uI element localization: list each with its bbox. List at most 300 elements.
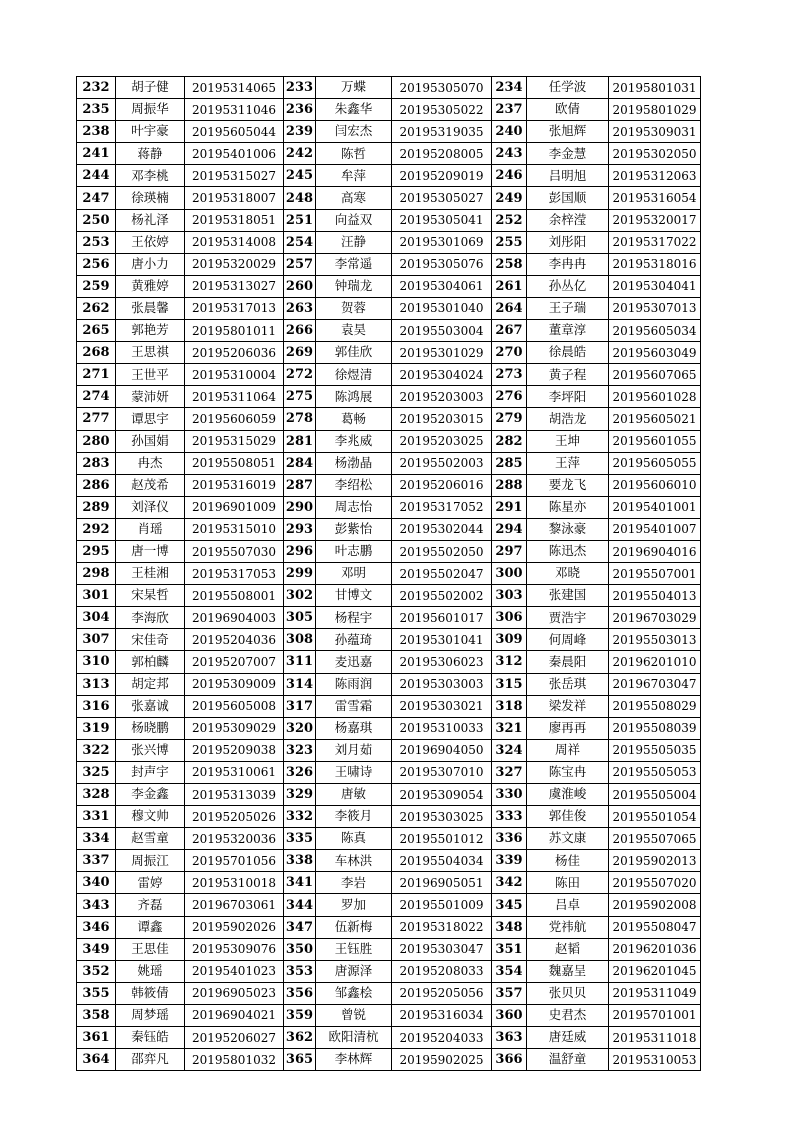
entry-number: 236 — [284, 99, 316, 121]
entry-number: 306 — [492, 607, 527, 629]
entry-number: 350 — [284, 938, 316, 960]
entry-number: 292 — [77, 518, 116, 540]
table-row — [77, 739, 701, 761]
student-id: 20195310061 — [185, 761, 284, 783]
entry-number: 340 — [77, 872, 116, 894]
student-id: 20195605044 — [185, 121, 284, 143]
student-name: 雷婷 — [116, 872, 185, 894]
entry-number: 256 — [77, 253, 116, 275]
table-row — [77, 408, 701, 430]
student-name: 党祎航 — [527, 916, 609, 938]
table-row — [77, 1004, 701, 1026]
student-id: 20195801029 — [609, 99, 701, 121]
student-id: 20195316034 — [392, 1004, 492, 1026]
student-name: 王钰胜 — [316, 938, 392, 960]
entry-number: 289 — [77, 496, 116, 518]
student-id: 20195311046 — [185, 99, 284, 121]
table-row — [77, 297, 701, 319]
student-id: 20195311049 — [609, 982, 701, 1004]
student-name: 魏嘉呈 — [527, 960, 609, 982]
entry-number: 261 — [492, 275, 527, 297]
student-id: 20195311064 — [185, 386, 284, 408]
student-name: 赵雪童 — [116, 828, 185, 850]
student-id: 20195203025 — [392, 430, 492, 452]
entry-number: 237 — [492, 99, 527, 121]
entry-number: 356 — [284, 982, 316, 1004]
student-name: 李岩 — [316, 872, 392, 894]
student-id: 20195902026 — [185, 916, 284, 938]
entry-number: 264 — [492, 297, 527, 319]
student-name: 唐一博 — [116, 540, 185, 562]
entry-number: 248 — [284, 187, 316, 209]
entry-number: 359 — [284, 1004, 316, 1026]
entry-number: 257 — [284, 253, 316, 275]
student-name: 黄雅婷 — [116, 275, 185, 297]
student-name: 虞淮峻 — [527, 784, 609, 806]
entry-number: 294 — [492, 518, 527, 540]
student-name: 邓李桃 — [116, 165, 185, 187]
student-id: 20195304024 — [392, 364, 492, 386]
student-id: 20195205056 — [392, 982, 492, 1004]
student-id: 20195505035 — [609, 739, 701, 761]
student-id: 20195505053 — [609, 761, 701, 783]
entry-number: 322 — [77, 739, 116, 761]
entry-number: 358 — [77, 1004, 116, 1026]
entry-number: 258 — [492, 253, 527, 275]
student-id: 20195303047 — [392, 938, 492, 960]
student-id: 20196703047 — [609, 673, 701, 695]
entry-number: 330 — [492, 784, 527, 806]
table-row — [77, 275, 701, 297]
student-name: 麦迅嘉 — [316, 651, 392, 673]
student-id: 20196901009 — [185, 496, 284, 518]
entry-number: 348 — [492, 916, 527, 938]
entry-number: 253 — [77, 231, 116, 253]
table-row — [77, 563, 701, 585]
student-name: 李筱月 — [316, 806, 392, 828]
table-row — [77, 894, 701, 916]
student-id: 20195310033 — [392, 717, 492, 739]
student-id: 20195309029 — [185, 717, 284, 739]
student-id: 20195314008 — [185, 231, 284, 253]
student-roster-table — [76, 76, 701, 1071]
student-id: 20195209019 — [392, 165, 492, 187]
student-id: 20195204033 — [392, 1027, 492, 1049]
student-name: 宋杲哲 — [116, 585, 185, 607]
entry-number: 241 — [77, 143, 116, 165]
entry-number: 313 — [77, 673, 116, 695]
student-id: 20195305022 — [392, 99, 492, 121]
table-row — [77, 540, 701, 562]
student-name: 李坪阳 — [527, 386, 609, 408]
student-id: 20195310018 — [185, 872, 284, 894]
student-id: 20195502003 — [392, 452, 492, 474]
entry-number: 331 — [77, 806, 116, 828]
student-id: 20195302050 — [609, 143, 701, 165]
student-id: 20195501009 — [392, 894, 492, 916]
student-name: 杨程宇 — [316, 607, 392, 629]
entry-number: 341 — [284, 872, 316, 894]
entry-number: 290 — [284, 496, 316, 518]
student-name: 唐小力 — [116, 253, 185, 275]
student-name: 余梓滢 — [527, 209, 609, 231]
entry-number: 247 — [77, 187, 116, 209]
student-name: 彭国顺 — [527, 187, 609, 209]
student-id: 20195316019 — [185, 474, 284, 496]
student-id: 20195401007 — [609, 518, 701, 540]
student-id: 20195508047 — [609, 916, 701, 938]
table-row — [77, 1027, 701, 1049]
student-id: 20196904021 — [185, 1004, 284, 1026]
student-id: 20195601028 — [609, 386, 701, 408]
student-name: 杨佳 — [527, 850, 609, 872]
student-name: 谭鑫 — [116, 916, 185, 938]
student-name: 彭紫怡 — [316, 518, 392, 540]
student-id: 20195304041 — [609, 275, 701, 297]
entry-number: 295 — [77, 540, 116, 562]
entry-number: 249 — [492, 187, 527, 209]
student-name: 刘彤阳 — [527, 231, 609, 253]
entry-number: 305 — [284, 607, 316, 629]
entry-number: 267 — [492, 320, 527, 342]
entry-number: 315 — [492, 673, 527, 695]
student-id: 20195501054 — [609, 806, 701, 828]
student-id: 20195505004 — [609, 784, 701, 806]
student-name: 朱鑫华 — [316, 99, 392, 121]
student-id: 20195701001 — [609, 1004, 701, 1026]
student-name: 刘月茹 — [316, 739, 392, 761]
student-name: 李冉冉 — [527, 253, 609, 275]
student-name: 黎泳豪 — [527, 518, 609, 540]
student-name: 张旭辉 — [527, 121, 609, 143]
entry-number: 344 — [284, 894, 316, 916]
student-name: 钟瑞龙 — [316, 275, 392, 297]
student-id: 20195303025 — [392, 806, 492, 828]
student-id: 20195319035 — [392, 121, 492, 143]
student-id: 20195507001 — [609, 563, 701, 585]
table-row — [77, 143, 701, 165]
student-id: 20195605034 — [609, 320, 701, 342]
entry-number: 366 — [492, 1049, 527, 1071]
student-name: 孙丛亿 — [527, 275, 609, 297]
student-name: 陈雨润 — [316, 673, 392, 695]
student-id: 20195902013 — [609, 850, 701, 872]
entry-number: 275 — [284, 386, 316, 408]
student-id: 20195317013 — [185, 297, 284, 319]
table-row — [77, 518, 701, 540]
entry-number: 284 — [284, 452, 316, 474]
table-row — [77, 253, 701, 275]
entry-number: 300 — [492, 563, 527, 585]
entry-number: 252 — [492, 209, 527, 231]
student-id: 20195305041 — [392, 209, 492, 231]
student-id: 20195504013 — [609, 585, 701, 607]
student-id: 20195320029 — [185, 253, 284, 275]
student-id: 20195317022 — [609, 231, 701, 253]
table-row — [77, 364, 701, 386]
student-id: 20195315027 — [185, 165, 284, 187]
entry-number: 293 — [284, 518, 316, 540]
entry-number: 339 — [492, 850, 527, 872]
student-name: 姚瑶 — [116, 960, 185, 982]
entry-number: 320 — [284, 717, 316, 739]
entry-number: 233 — [284, 77, 316, 99]
table-row — [77, 850, 701, 872]
student-id: 20195401023 — [185, 960, 284, 982]
student-name: 王子瑞 — [527, 297, 609, 319]
student-name: 叶宇豪 — [116, 121, 185, 143]
student-id: 20195508051 — [185, 452, 284, 474]
student-name: 高寒 — [316, 187, 392, 209]
student-id: 20195208033 — [392, 960, 492, 982]
student-name: 秦晨阳 — [527, 651, 609, 673]
student-name: 苏文康 — [527, 828, 609, 850]
student-name: 唐廷威 — [527, 1027, 609, 1049]
student-name: 郭佳俊 — [527, 806, 609, 828]
entry-number: 325 — [77, 761, 116, 783]
entry-number: 274 — [77, 386, 116, 408]
roster-body — [77, 77, 701, 1071]
student-id: 20196904016 — [609, 540, 701, 562]
entry-number: 334 — [77, 828, 116, 850]
entry-number: 273 — [492, 364, 527, 386]
entry-number: 353 — [284, 960, 316, 982]
student-name: 李绍松 — [316, 474, 392, 496]
student-name: 张晨馨 — [116, 297, 185, 319]
student-id: 20195317053 — [185, 563, 284, 585]
student-name: 向益双 — [316, 209, 392, 231]
student-id: 20196201036 — [609, 938, 701, 960]
student-name: 陈田 — [527, 872, 609, 894]
student-name: 邵弈凡 — [116, 1049, 185, 1071]
table-row — [77, 784, 701, 806]
student-id: 20195316054 — [609, 187, 701, 209]
table-row — [77, 320, 701, 342]
entry-number: 363 — [492, 1027, 527, 1049]
table-row — [77, 695, 701, 717]
entry-number: 324 — [492, 739, 527, 761]
student-name: 张岳琪 — [527, 673, 609, 695]
student-id: 20196904050 — [392, 739, 492, 761]
entry-number: 301 — [77, 585, 116, 607]
student-id: 20195318016 — [609, 253, 701, 275]
student-id: 20195203003 — [392, 386, 492, 408]
entry-number: 243 — [492, 143, 527, 165]
student-name: 周祥 — [527, 739, 609, 761]
entry-number: 279 — [492, 408, 527, 430]
student-id: 20195309031 — [609, 121, 701, 143]
entry-number: 297 — [492, 540, 527, 562]
student-name: 邓晓 — [527, 563, 609, 585]
table-row — [77, 474, 701, 496]
student-id: 20195307010 — [392, 761, 492, 783]
entry-number: 354 — [492, 960, 527, 982]
entry-number: 302 — [284, 585, 316, 607]
entry-number: 311 — [284, 651, 316, 673]
student-name: 杨嘉琪 — [316, 717, 392, 739]
student-id: 20195504034 — [392, 850, 492, 872]
table-row — [77, 806, 701, 828]
student-name: 贺蓉 — [316, 297, 392, 319]
student-id: 20195503004 — [392, 320, 492, 342]
table-row — [77, 828, 701, 850]
entry-number: 304 — [77, 607, 116, 629]
student-id: 20196703061 — [185, 894, 284, 916]
student-name: 周梦瑶 — [116, 1004, 185, 1026]
entry-number: 246 — [492, 165, 527, 187]
student-name: 王思佳 — [116, 938, 185, 960]
student-id: 20195507020 — [609, 872, 701, 894]
entry-number: 310 — [77, 651, 116, 673]
student-id: 20195503013 — [609, 629, 701, 651]
student-name: 吕卓 — [527, 894, 609, 916]
student-name: 袁昊 — [316, 320, 392, 342]
entry-number: 242 — [284, 143, 316, 165]
student-id: 20196904003 — [185, 607, 284, 629]
entry-number: 303 — [492, 585, 527, 607]
table-row — [77, 77, 701, 99]
table-row — [77, 386, 701, 408]
student-id: 20195606059 — [185, 408, 284, 430]
table-row — [77, 872, 701, 894]
student-id: 20195507065 — [609, 828, 701, 850]
student-id: 20195902008 — [609, 894, 701, 916]
student-name: 李常遥 — [316, 253, 392, 275]
student-name: 唐源泽 — [316, 960, 392, 982]
student-id: 20195605008 — [185, 695, 284, 717]
student-name: 欧倩 — [527, 99, 609, 121]
student-name: 杨渤晶 — [316, 452, 392, 474]
student-id: 20195502047 — [392, 563, 492, 585]
entry-number: 245 — [284, 165, 316, 187]
student-id: 20195902025 — [392, 1049, 492, 1071]
entry-number: 335 — [284, 828, 316, 850]
entry-number: 278 — [284, 408, 316, 430]
student-id: 20195318007 — [185, 187, 284, 209]
entry-number: 285 — [492, 452, 527, 474]
student-name: 陈鸿展 — [316, 386, 392, 408]
student-id: 20195306023 — [392, 651, 492, 673]
student-id: 20195401001 — [609, 496, 701, 518]
student-id: 20195801011 — [185, 320, 284, 342]
student-name: 甘博文 — [316, 585, 392, 607]
student-id: 20195507030 — [185, 540, 284, 562]
entry-number: 336 — [492, 828, 527, 850]
table-row — [77, 430, 701, 452]
student-name: 何周峰 — [527, 629, 609, 651]
entry-number: 312 — [492, 651, 527, 673]
table-row — [77, 121, 701, 143]
table-row — [77, 673, 701, 695]
entry-number: 321 — [492, 717, 527, 739]
table-row — [77, 651, 701, 673]
student-id: 20195315010 — [185, 518, 284, 540]
entry-number: 337 — [77, 850, 116, 872]
entry-number: 280 — [77, 430, 116, 452]
student-name: 孙蕴琦 — [316, 629, 392, 651]
student-name: 蒙沛妍 — [116, 386, 185, 408]
student-id: 20195508001 — [185, 585, 284, 607]
student-name: 王世平 — [116, 364, 185, 386]
student-id: 20195508029 — [609, 695, 701, 717]
student-id: 20195315029 — [185, 430, 284, 452]
student-id: 20195301041 — [392, 629, 492, 651]
entry-number: 291 — [492, 496, 527, 518]
student-name: 胡定邦 — [116, 673, 185, 695]
student-name: 张贝贝 — [527, 982, 609, 1004]
student-id: 20195508039 — [609, 717, 701, 739]
student-id: 20195209038 — [185, 739, 284, 761]
student-id: 20196201045 — [609, 960, 701, 982]
entry-number: 238 — [77, 121, 116, 143]
entry-number: 254 — [284, 231, 316, 253]
student-name: 王坤 — [527, 430, 609, 452]
table-row — [77, 342, 701, 364]
entry-number: 296 — [284, 540, 316, 562]
student-id: 20195314065 — [185, 77, 284, 99]
student-name: 宋佳奇 — [116, 629, 185, 651]
student-name: 梁发祥 — [527, 695, 609, 717]
entry-number: 314 — [284, 673, 316, 695]
student-name: 张兴博 — [116, 739, 185, 761]
student-name: 赵韬 — [527, 938, 609, 960]
student-id: 20195313039 — [185, 784, 284, 806]
student-name: 李金慧 — [527, 143, 609, 165]
student-id: 20195309076 — [185, 938, 284, 960]
entry-number: 327 — [492, 761, 527, 783]
student-id: 20195309009 — [185, 673, 284, 695]
entry-number: 234 — [492, 77, 527, 99]
table-row — [77, 187, 701, 209]
student-id: 20195206027 — [185, 1027, 284, 1049]
student-name: 闫宏杰 — [316, 121, 392, 143]
entry-number: 281 — [284, 430, 316, 452]
student-name: 冉杰 — [116, 452, 185, 474]
student-id: 20195305076 — [392, 253, 492, 275]
entry-number: 346 — [77, 916, 116, 938]
student-id: 20196703029 — [609, 607, 701, 629]
table-row — [77, 496, 701, 518]
student-id: 20195401006 — [185, 143, 284, 165]
student-name: 郭柏麟 — [116, 651, 185, 673]
student-id: 20196201010 — [609, 651, 701, 673]
student-name: 郭佳欣 — [316, 342, 392, 364]
student-name: 车林洪 — [316, 850, 392, 872]
student-name: 杨晓鹏 — [116, 717, 185, 739]
student-id: 20195307013 — [609, 297, 701, 319]
entry-number: 360 — [492, 1004, 527, 1026]
student-id: 20195603049 — [609, 342, 701, 364]
entry-number: 251 — [284, 209, 316, 231]
entry-number: 332 — [284, 806, 316, 828]
student-id: 20195204036 — [185, 629, 284, 651]
entry-number: 263 — [284, 297, 316, 319]
student-id: 20195312063 — [609, 165, 701, 187]
student-id: 20195302044 — [392, 518, 492, 540]
entry-number: 352 — [77, 960, 116, 982]
student-name: 唐敏 — [316, 784, 392, 806]
student-name: 周振江 — [116, 850, 185, 872]
student-id: 20195318051 — [185, 209, 284, 231]
student-id: 20195301040 — [392, 297, 492, 319]
entry-number: 299 — [284, 563, 316, 585]
entry-number: 232 — [77, 77, 116, 99]
student-id: 20195601017 — [392, 607, 492, 629]
student-name: 赵茂希 — [116, 474, 185, 496]
entry-number: 364 — [77, 1049, 116, 1071]
student-name: 邹鑫桧 — [316, 982, 392, 1004]
student-name: 周志怡 — [316, 496, 392, 518]
